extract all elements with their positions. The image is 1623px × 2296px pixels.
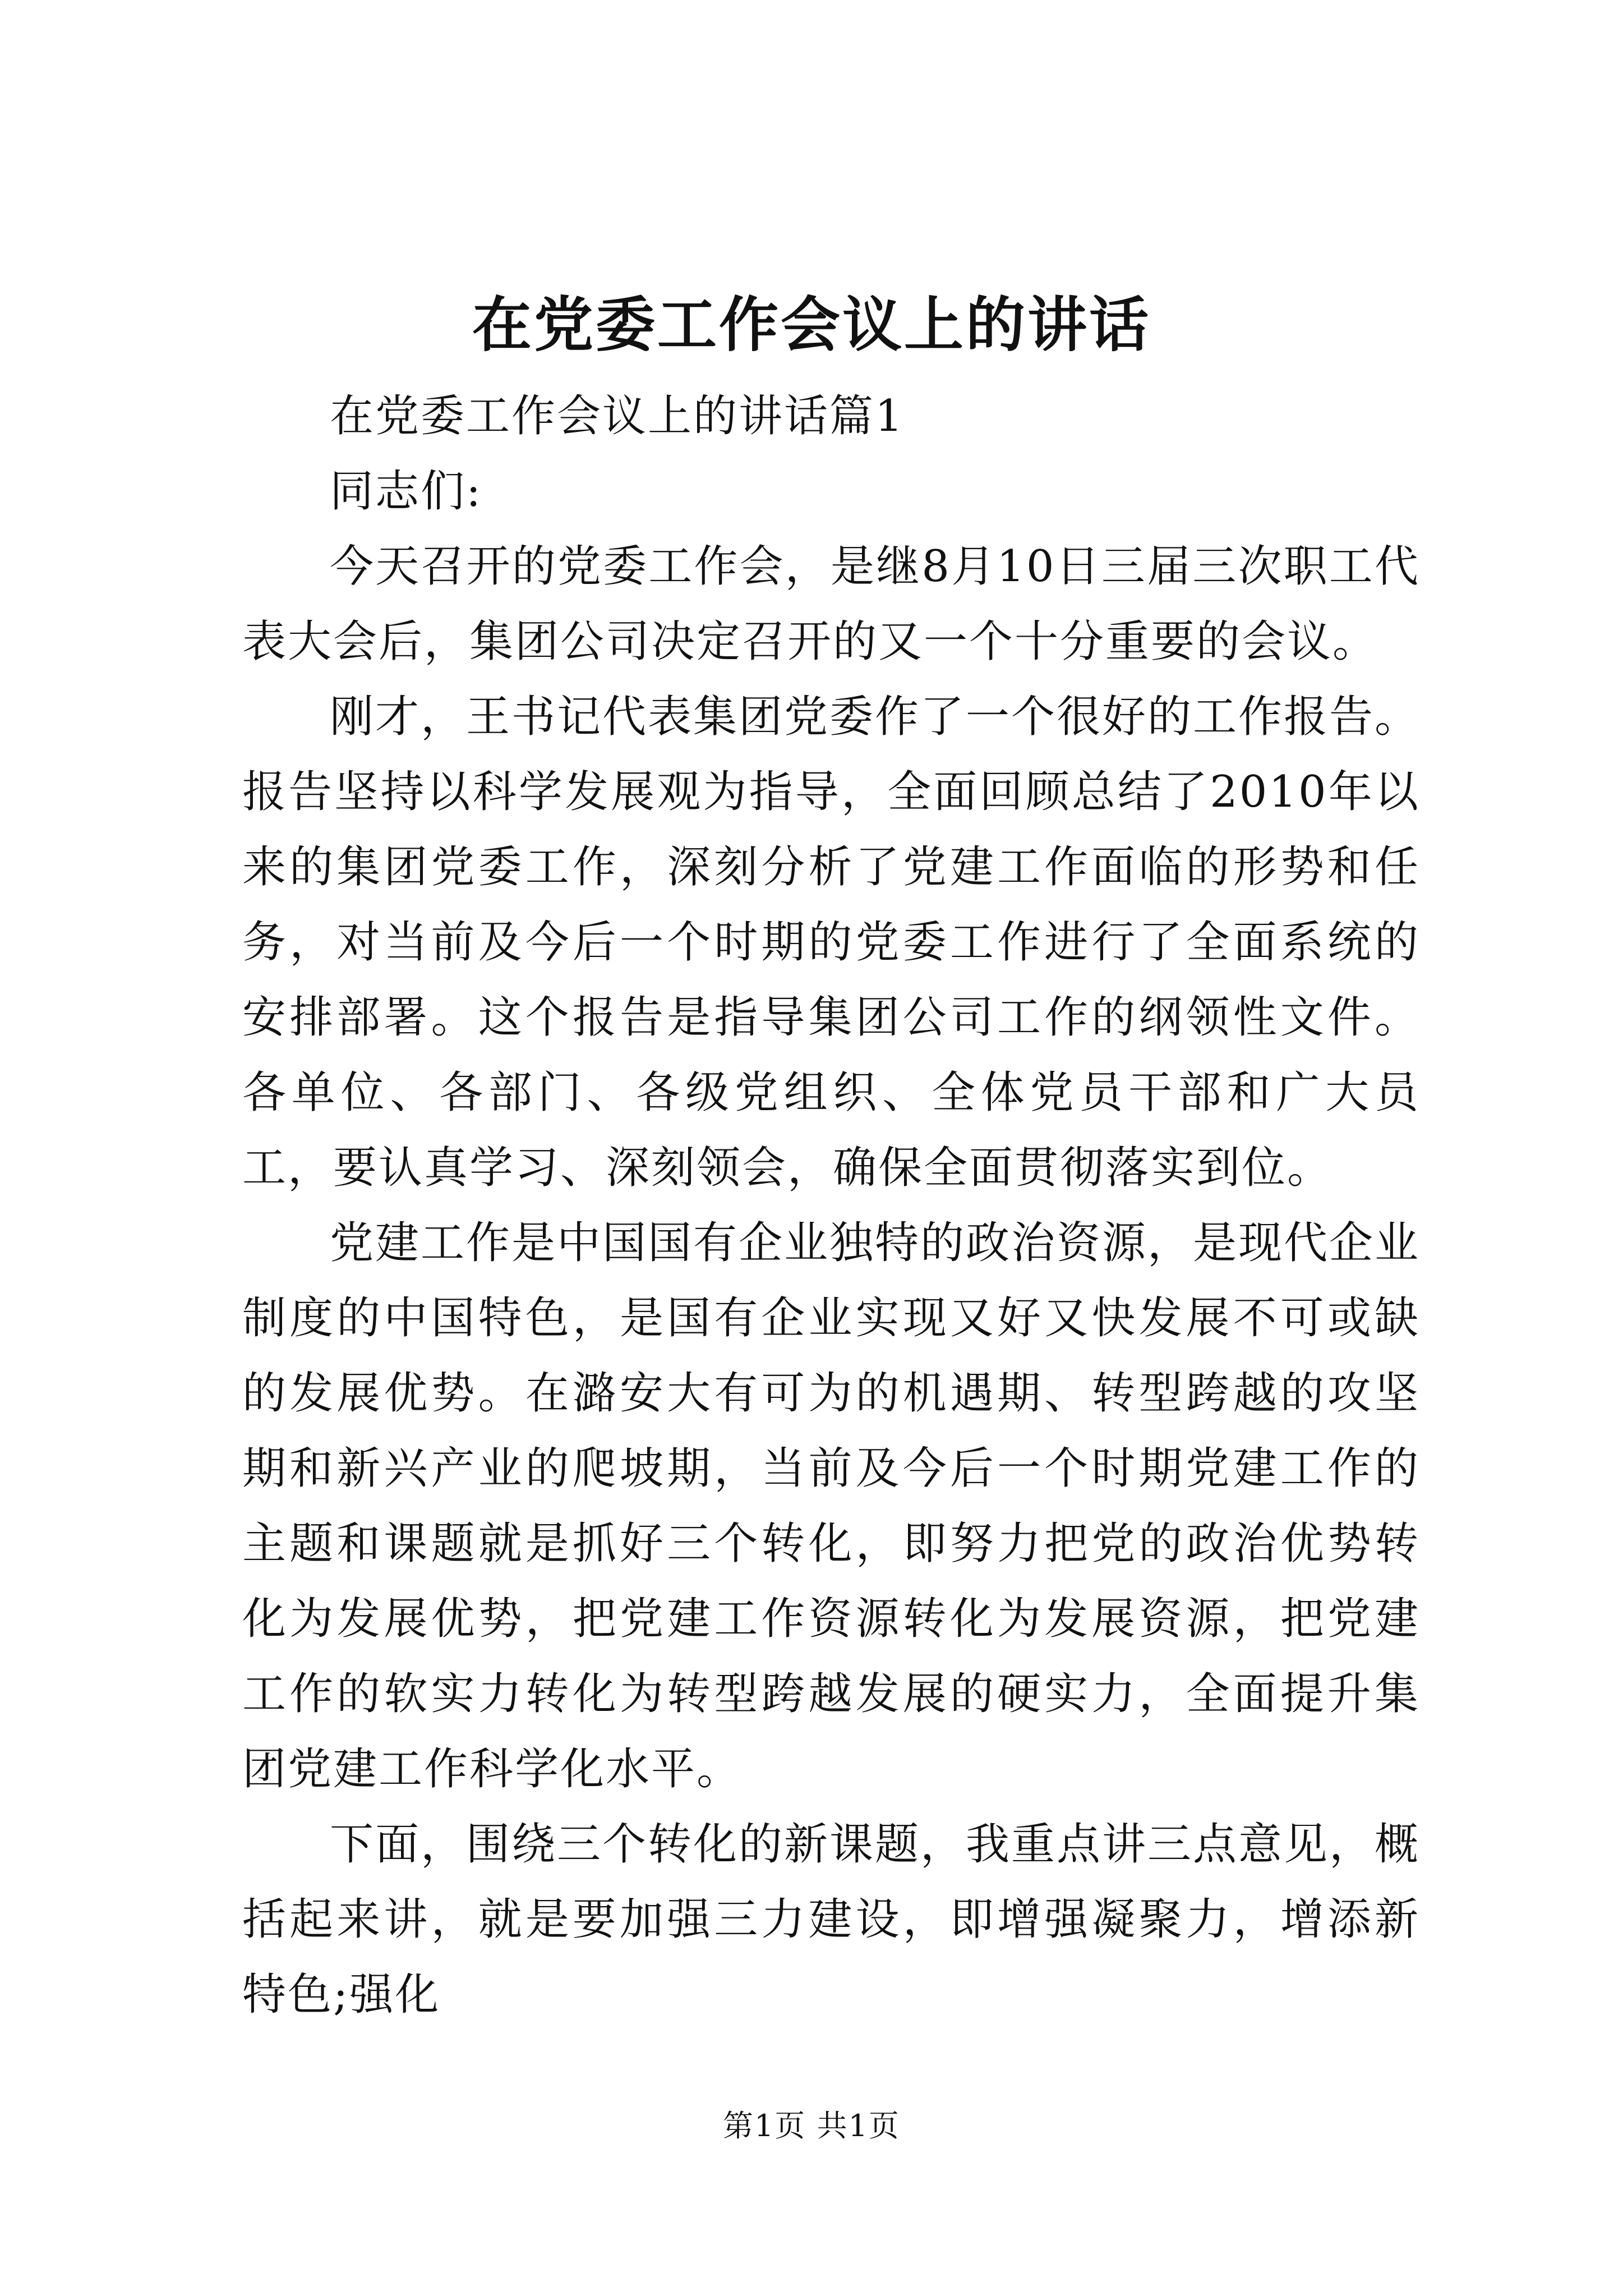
body-paragraph: 党建工作是中国国有企业独特的政治资源，是现代企业制度的中国特色，是国有企业实现又好又快发展不可或缺的发展优势。在潞安大有可为的机遇期、转型跨越的攻坚期和新兴产业的爬坡期，当前及今后一个时期党建工作的主题和课题就是抓好三个转化，即努力把党的政治优势转化为发展优势，把党建工作资源转化为发展资源，把党建工作的软实力转化为转型跨越发展的硬实力，全面提升集团党建工作科学化水平。	[242, 1218, 1421, 1795]
body-paragraph: 刚才，王书记代表集团党委作了一个很好的工作报告。报告坚持以科学发展观为指导，全面回顾总结了2010年以来的集团党委工作，深刻分析了党建工作面临的形势和任务，对当前及今后一个时期的党委工作进行了全面系统的安排部署。这个报告是指导集团公司工作的纲领性文件。各单位、各部门、各级党组织、全体党员干部和广大员工，要认真学习、深刻领会，确保全面贯彻落实到位。	[242, 692, 1421, 1193]
subtitle-paragraph: 在党委工作会议上的讲话篇1	[330, 391, 905, 441]
body-paragraph: 今天召开的党委工作会，是继8月10日三届三次职工代表大会后，集团公司决定召开的又一个十分重要的会议。	[242, 541, 1420, 667]
document-body	[242, 379, 1420, 2032]
body-paragraph: 下面，围绕三个转化的新课题，我重点讲三点意见，概括起来讲，就是要加强三力建设，即增强凝聚力，增添新特色;强化	[242, 1819, 1421, 2020]
page-title: 在党委工作会议上的讲话	[472, 291, 1151, 360]
salutation-paragraph: 同志们:	[330, 466, 483, 517]
page-footer: 第1页 共1页	[723, 2108, 900, 2143]
